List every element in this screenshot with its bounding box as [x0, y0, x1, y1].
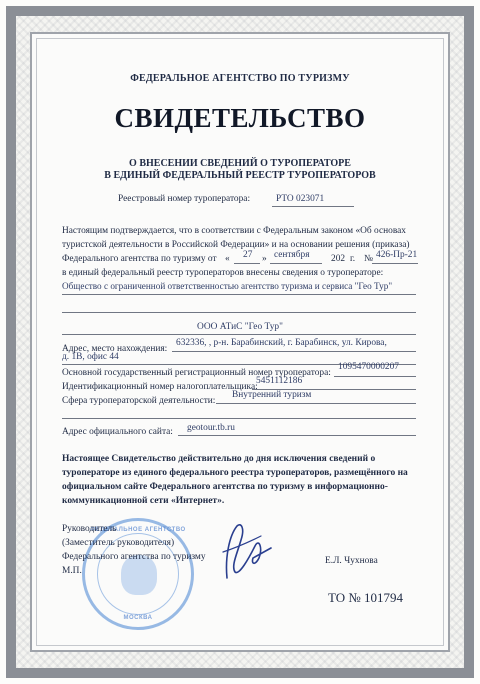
address-label: Адрес, место нахождения:: [62, 344, 168, 354]
inn-label: Идентификационный номер налогоплательщика:: [62, 382, 258, 392]
company-underline-1: [62, 294, 416, 295]
address-value-1: 632336, , р-н. Барабинский, г. Барабинск, ул. Кирова,: [176, 338, 387, 348]
sphere-underline-2: [62, 418, 416, 419]
order-number: 426-Пр-21: [376, 250, 418, 260]
order-day: 27: [243, 250, 253, 260]
validity-line-2: туроператоре из единого федерального реестра туроператоров, размещённого на: [62, 468, 408, 478]
subtitle-line-2: В ЕДИНЫЙ ФЕДЕРАЛЬНЫЙ РЕЕСТР ТУРОПЕРАТОРОВ: [104, 170, 376, 181]
company-short-name: ООО АТиС "Гео Тур": [197, 322, 283, 332]
statement-line-3: Федерального агентства по туризму от: [62, 254, 217, 264]
validity-line-3: официальном сайте Федерального агентства по туризму в информационно-: [62, 482, 388, 492]
statement-line-4: в единый федеральный реестр туроператоров внесены сведения о туроператоре:: [62, 268, 384, 278]
document-title: СВИДЕТЕЛЬСТВО: [114, 103, 366, 133]
ogrn-underline: [334, 376, 416, 377]
order-number-underline: [372, 263, 418, 264]
site-underline: [178, 435, 416, 436]
statement-line-2: туристской деятельности в Российской Федерации» и на основании решения (приказа): [62, 240, 410, 250]
agency-name: ФЕДЕРАЛЬНОЕ АГЕНТСТВО ПО ТУРИЗМУ: [130, 73, 350, 84]
sphere-value: Внутренний туризм: [232, 390, 312, 400]
address-underline-1: [172, 351, 416, 352]
inn-value: 5451112186: [256, 376, 303, 386]
company-short-underline: [62, 334, 416, 335]
official-seal: [82, 518, 194, 630]
number-sign: №: [364, 254, 373, 264]
ogrn-label: Основной государственный регистрационный номер туроператора:: [62, 368, 331, 378]
quote-open: «: [225, 254, 230, 264]
validity-paragraph: [62, 452, 414, 508]
statement-line-1: Настоящим подтверждается, что в соответствии с Федеральным законом «Об основах: [62, 226, 406, 236]
ogrn-value: 1095470000207: [338, 362, 399, 372]
month-underline: [270, 263, 322, 264]
subtitle-line-1: О ВНЕСЕНИИ СВЕДЕНИЙ О ТУРОПЕРАТОРЕ: [129, 158, 351, 169]
company-underline-2: [62, 312, 416, 313]
site-value: geotour.tb.ru: [187, 423, 235, 433]
seal-place-label: М.П.: [62, 566, 82, 576]
seal-top-text: ФЕДЕРАЛЬНОЕ АГЕНТСТВО: [90, 527, 186, 533]
order-year: 202: [331, 254, 346, 264]
order-month: сентября: [274, 250, 310, 260]
handwritten-signature: [215, 518, 275, 588]
registry-label: Реестровый номер туроператора:: [118, 194, 251, 204]
address-value-2: д. 1В, офис 44: [62, 352, 119, 362]
signer-role-1: Руководитель: [62, 524, 117, 534]
signer-name: Е.Л. Чухнова: [325, 556, 378, 566]
registry-value: РТО 023071: [276, 194, 325, 204]
document-number: ТО № 101794: [328, 590, 404, 605]
day-underline: [234, 263, 260, 264]
validity-line-1: Настоящее Свидетельство действительно до дня исключения сведений о: [62, 454, 376, 464]
sphere-underline: [216, 403, 416, 404]
year-suffix: г.: [350, 254, 356, 264]
quote-close: »: [262, 254, 267, 264]
signer-role-2: (Заместитель руководителя): [62, 538, 175, 548]
signer-role-3: Федерального агентства по туризму: [62, 552, 206, 562]
registry-underline: [272, 206, 354, 207]
validity-line-4: коммуникационной сети «Интернет».: [62, 496, 225, 506]
sphere-label: Сфера туроператорской деятельности:: [62, 396, 216, 406]
site-label: Адрес официального сайта:: [62, 427, 173, 437]
seal-bottom-text: МОСКВА: [123, 615, 153, 621]
company-full-name: Общество с ограниченной ответственностью агентство туризма и сервиса "Гео Тур": [62, 281, 393, 291]
